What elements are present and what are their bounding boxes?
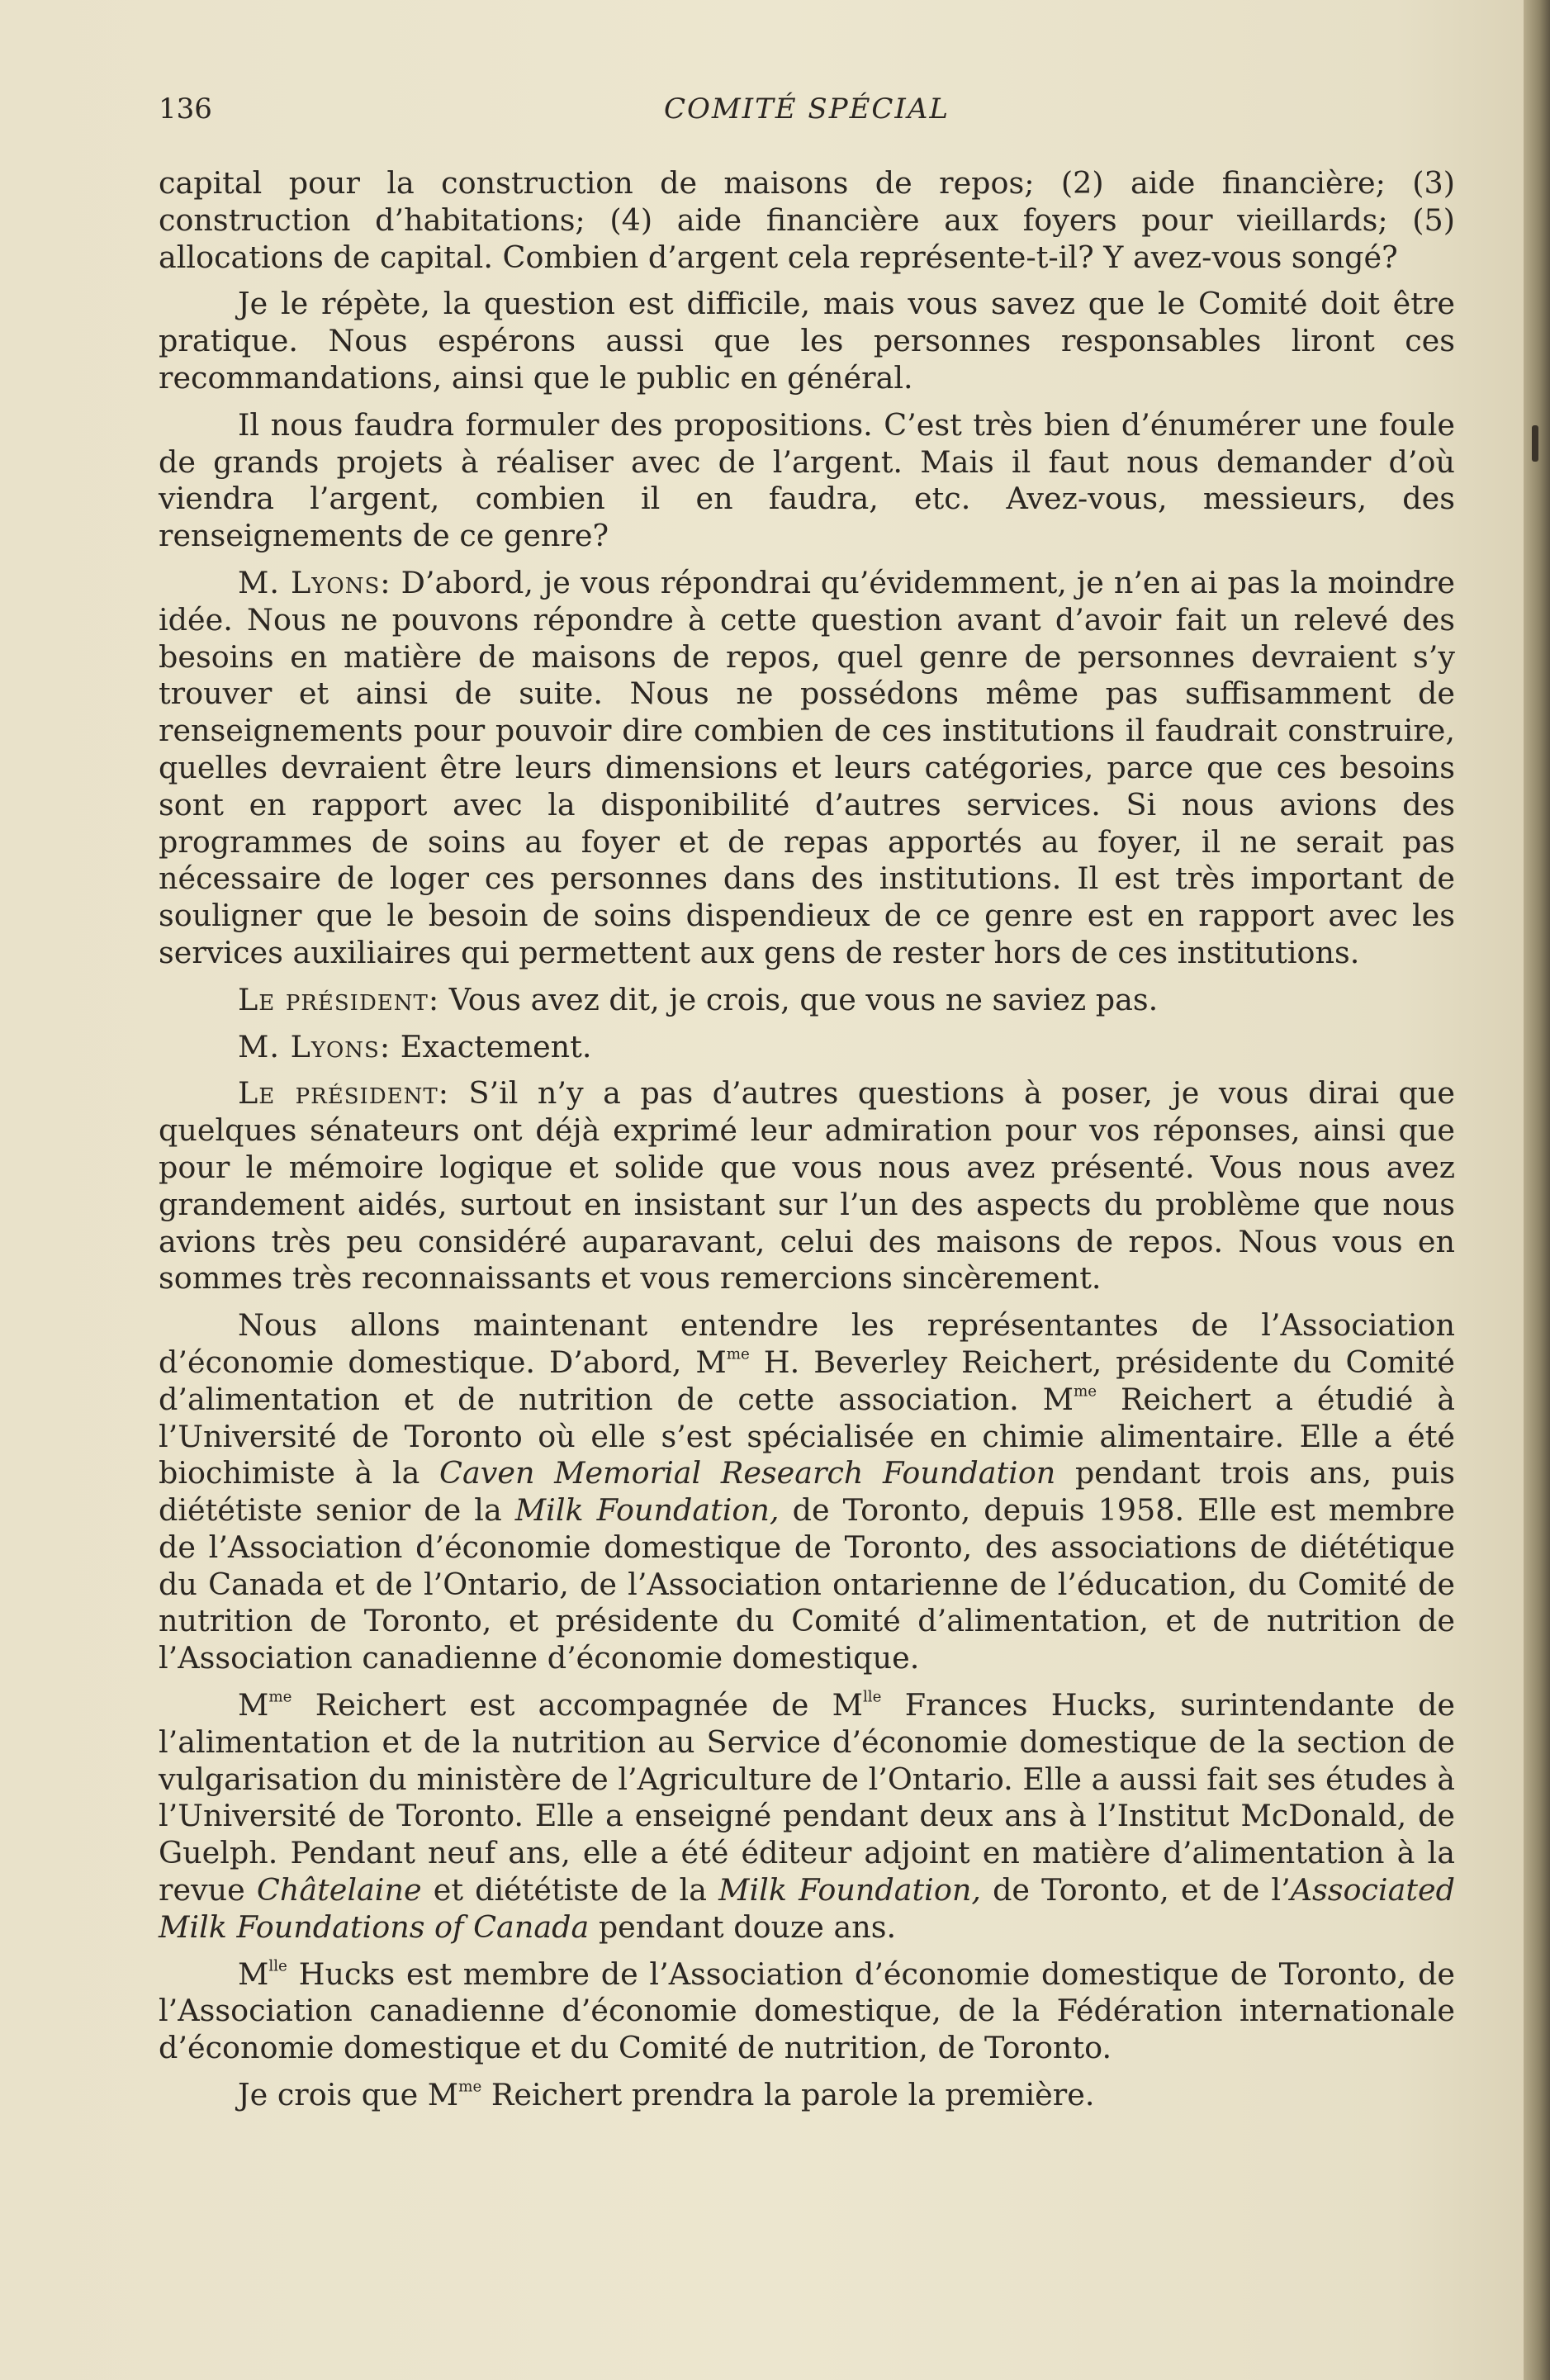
text-run: et diététiste de la [421, 1872, 719, 1908]
text-run: Reichert prendra la parole la première. [481, 2077, 1095, 2113]
text-run: pendant douze ans. [589, 1908, 897, 1945]
paragraph-6 [159, 1029, 1455, 1066]
text-run: de Toronto, depuis 1958. Elle est membre de l’Association d’économie domestique de Toronto, des associations de diététique du Canada et de l’Ontario, de l’Association ontarienne de l’éducation, du Comité de nutrition de Toronto, et présidente du Comité d’alimentation, et de nutrition de l’Association canadienne d’économie domestique. [159, 1492, 1456, 1676]
text-run: M [238, 1956, 269, 1992]
italic-title: Milk Foundation, [514, 1492, 780, 1529]
page-edge-shadow [1524, 0, 1550, 2380]
paragraph-6-text: Exactement. [400, 1028, 592, 1064]
text-run: Hucks est membre de l’Association d’économie domestique de Toronto, de l’Association canadienne d’économie domestique, de la Fédération internationale d’économie domestique et du Comité de nutrition, de Toronto. [159, 1956, 1455, 2066]
speaker-president: Le président: [238, 1075, 450, 1112]
paragraph-4 [159, 565, 1455, 972]
paragraph-5 [159, 982, 1455, 1019]
text-run: Nous allons maintenant entendre les représentantes de l’Association d’économie domestique. D’abord, M [159, 1307, 1455, 1380]
text-run: M [238, 1687, 269, 1723]
superscript: me [726, 1345, 750, 1363]
margin-mark [1532, 425, 1538, 462]
speaker-lyons: M. Lyons: [238, 564, 391, 600]
paragraph-9 [159, 1687, 1455, 1946]
paragraph-1: capital pour la construction de maisons de repos; (2) aide financière; (3) construction d’habitations; (4) aide financière aux foyers pour vieillards; (5) allocations de capital. Combien d’argent cela représente-t-il? Y avez-vous songé? [159, 165, 1455, 275]
paragraph-7-text: S’il n’y a pas d’autres questions à poser, je vous dirai que quelques sénateurs ont déjà exprimé leur admiration pour vos réponses, ainsi que pour le mémoire logique et solide que vous nous avez présenté. Vous nous avez grandement aidés, surtout en insistant sur l’un des aspects du problème que nous avions très peu considéré auparavant, celui des maisons de repos. Nous vous en sommes très reconnaissants et vous remercions sincèrement. [159, 1075, 1455, 1297]
superscript: me [458, 2078, 482, 2096]
paragraph-5-text: Vous avez dit, je crois, que vous ne saviez pas. [448, 981, 1159, 1017]
paragraph-7 [159, 1075, 1455, 1297]
superscript: me [268, 1688, 292, 1706]
italic-title: Caven Memorial Research Foundation [439, 1455, 1056, 1491]
paragraph-3: Il nous faudra formuler des propositions. C’est très bien d’énumérer une foule de grands projets à réaliser avec de l’argent. Mais il faut nous demander d’où viendra l’argent, combien il en faudra, etc. Avez-vous, messieurs, des renseignements de ce genre? [159, 406, 1455, 554]
paragraph-4-text: D’abord, je vous répondrai qu’évidemment, je n’en ai pas la moindre idée. Nous ne pouvons répondre à cette question avant d’avoir fait un relevé des besoins en matière de maisons de repos, quel genre de personnes devraient s’y trouver et ainsi de suite. Nous ne possédons même pas suffisamment de renseignements pour pouvoir dire combien de ces institutions il faudrait construire, quelles devraient être leurs dimensions et leurs catégories, parce que ces besoins sont en rapport avec la disponibilité d’autres services. Si nous avions des programmes de soins au foyer et de repas apportés au foyer, il ne serait pas nécessaire de loger ces personnes dans des institutions. Il est très important de souligner que le besoin de soins dispendieux de ce genre est en rapport avec les services auxiliaires qui permettent aux gens de rester hors de ces institutions. [159, 564, 1455, 970]
italic-title: Milk Foundation, [718, 1872, 981, 1908]
page-header [159, 92, 1455, 134]
superscript: lle [268, 1957, 287, 1975]
page-number: 136 [159, 92, 212, 126]
text-run: Reichert a étudié à l’Université de Toronto où elle s’est spécialisée en chimie alimentaire. Elle a été biochimiste à la [159, 1381, 1455, 1491]
italic-title: Châtelaine [256, 1872, 422, 1908]
paragraph-8 [159, 1307, 1455, 1677]
body-text [159, 165, 1455, 2124]
paragraph-10 [159, 1956, 1455, 2067]
speaker-president: Le président: [238, 981, 440, 1017]
paragraph-11 [159, 2077, 1455, 2114]
paragraph-2: Je le répète, la question est difficile, mais vous savez que le Comité doit être pratique. Nous espérons aussi que les personnes responsables liront ces recommandations, ainsi que le public en général. [159, 286, 1455, 396]
text-run: H. Beverley Reichert, présidente du Comité d’alimentation et de nutrition de cette association. M [159, 1344, 1455, 1417]
text-run: pendant trois ans, puis diététiste senior de la [159, 1455, 1455, 1529]
running-title: COMITÉ SPÉCIAL [663, 92, 950, 126]
superscript: me [1073, 1382, 1097, 1401]
speaker-lyons: M. Lyons: [238, 1028, 391, 1064]
text-run: Frances Hucks, surintendante de l’alimentation et de la nutrition au Service d’économie domestique de la section de vulgarisation du ministère de l’Agriculture de l’Ontario. Elle a aussi fait ses études à l’Université de Toronto. Elle a enseigné pendant deux ans à l’Institut McDonald, de Guelph. Pendant neuf ans, elle a été éditeur adjoint en matière d’alimentation à la revue [159, 1687, 1456, 1908]
superscript: lle [862, 1688, 882, 1706]
text-run: Je crois que M [238, 2077, 459, 2113]
italic-title: Associated Milk Foundations of Canada [159, 1872, 1455, 1945]
text-run: de Toronto, et de l’ [980, 1872, 1291, 1908]
text-run: Reichert est accompagnée de M [292, 1687, 863, 1723]
